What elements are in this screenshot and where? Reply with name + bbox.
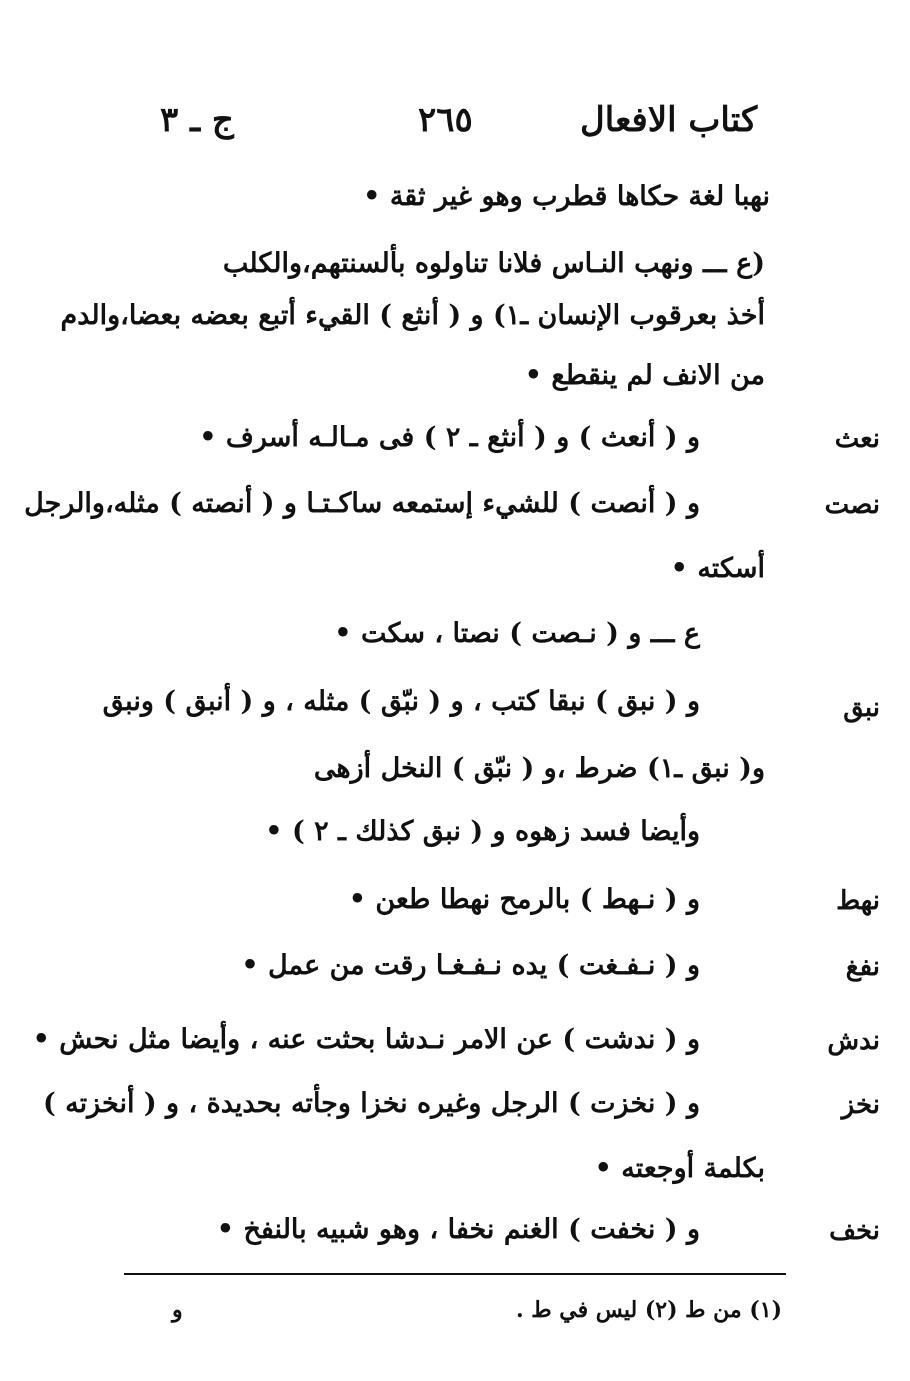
text-line-1: نهبا لغة حكاها قطرب وهو غير ثقة •	[363, 181, 770, 212]
root-entry-naath: نعث	[834, 424, 880, 454]
root-entry-nafagh: نفغ	[845, 952, 880, 982]
root-entry-nahat: نهط	[836, 886, 880, 916]
text-line-15: و ( نخزت ) الرجل وغيره نخزا وجأته بحديدة ، و ( أنخزته )	[42, 1088, 700, 1119]
text-line-12: و ( نـهط ) بالرمح نهطا طعن •	[348, 884, 700, 915]
root-entry-nadash: ندش	[827, 1026, 880, 1056]
text-line-6: و ( أنصت ) للشيء إستمعه ساكـتـا و ( أنصته ) مثله،والرجل	[24, 488, 700, 519]
text-line-9: و ( نبق ) نبقا كتب ، و ( نبّق ) مثله ، و ( أنبق ) ونبق	[102, 686, 700, 717]
text-line-16: بكلمة أوجعته •	[594, 1153, 765, 1184]
book-title: كتاب الافعال	[580, 100, 758, 140]
root-entry-nakhaf: نخف	[829, 1216, 880, 1246]
text-line-13: و ( نـفـغت ) يده نـفـغـا رقت من عمل •	[241, 950, 700, 981]
footnote-divider	[124, 1273, 786, 1275]
catchword: و	[172, 1297, 183, 1323]
page-number: ٢٦٥	[418, 100, 473, 140]
text-line-4: من الانف لم ينقطع •	[524, 360, 765, 391]
root-entry-nasat: نصت	[824, 490, 880, 520]
root-entry-nabaq: نبق	[843, 693, 880, 723]
root-entry-nakhaz: نخز	[841, 1090, 880, 1120]
text-line-8: ع ـــ و ( نـصت ) نصتا ، سكت •	[334, 618, 700, 649]
text-line-10: و( نبق ـ١) ضرط ،و ( نبّق ) النخل أزهى	[313, 753, 765, 784]
text-line-11: وأيضا فسد زهوه و ( نبق كذلك ـ ٢ ) •	[265, 816, 700, 847]
text-line-5: و ( أنعث ) و ( أنثع ـ ٢ ) فى مـالـه أسرف •	[199, 422, 700, 453]
text-line-2: (ع ـــ ونهب النـاس فلانا تناولوه بألسنتهم،والكلب	[222, 248, 765, 279]
footnotes: (١) من ط (٢) ليس في ط .	[515, 1297, 782, 1323]
text-line-3: أخذ بعرقوب الإنسان ـ١) و ( أنثع ) القيء أتبع بعضه بعضا،والدم	[60, 300, 765, 331]
text-line-14: و ( ندشت ) عن الامر نـدشا بحثت عنه ، وأيضا مثل نحش •	[32, 1024, 700, 1055]
text-line-7: أسكته •	[670, 553, 765, 584]
text-line-17: و ( نخفت ) الغنم نخفا ، وهو شبيه بالنفخ •	[216, 1214, 700, 1245]
volume-label: ج ـ ٣	[160, 100, 234, 140]
